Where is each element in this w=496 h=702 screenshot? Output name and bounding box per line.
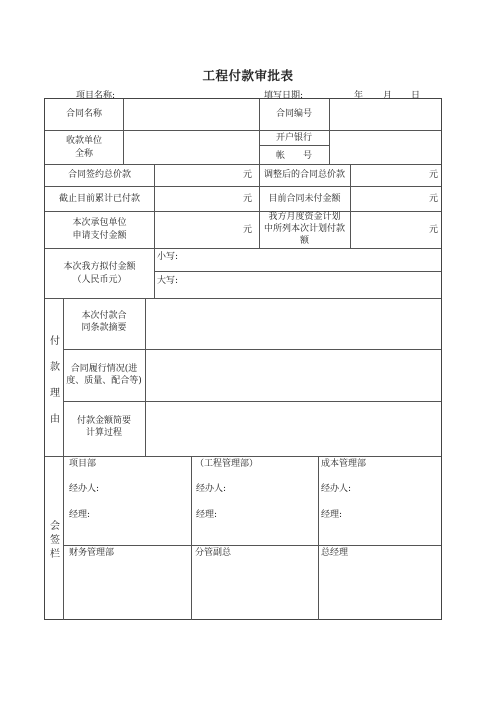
col-divider <box>329 99 330 165</box>
row-divider <box>45 211 441 212</box>
row-divider <box>63 545 441 546</box>
plan-amount-label-line2: 中所列本次计划付款 <box>263 224 345 234</box>
manager-label: 经理: <box>196 510 218 520</box>
reason-side-char: 款 <box>50 362 60 373</box>
unit-label: 元 <box>429 170 439 180</box>
apply-amount-label-line1: 本次承包单位 <box>72 218 127 228</box>
unit-label: 元 <box>429 225 439 235</box>
month-label: 月 <box>383 91 393 101</box>
paid-to-date-label: 截止目前累计已付款 <box>58 194 140 204</box>
col-divider <box>123 99 124 165</box>
unit-label: 元 <box>429 194 439 204</box>
row-divider <box>63 401 441 402</box>
col-divider <box>154 248 155 299</box>
handler-label: 经办人: <box>196 484 227 494</box>
row-divider <box>154 271 441 272</box>
row-divider <box>45 130 441 131</box>
calc-label-line1: 付款金额简要 <box>76 416 131 426</box>
plan-amount-label-line1: 我方月度资金计划 <box>268 212 341 222</box>
pay-amount-label-line2: （人民币元） <box>72 275 127 285</box>
finance-dept-label: 财务管理部 <box>69 548 115 558</box>
calc-label-line2: 计算过程 <box>85 428 122 438</box>
clause-summary-label-line2: 同条款摘要 <box>81 323 127 333</box>
apply-amount-label-line2: 申请支付金额 <box>72 231 127 241</box>
sign-side-char: 签 <box>50 535 60 546</box>
fill-date-label: 填写日期: <box>264 91 304 101</box>
col-divider <box>350 164 351 249</box>
row-divider <box>63 349 441 350</box>
payee-label-line2: 全称 <box>74 149 93 159</box>
project-name-label: 项目名称: <box>76 91 116 101</box>
adjusted-total-label: 调整后的合同总价款 <box>263 170 345 180</box>
sign-side-char: 会 <box>50 521 60 532</box>
unit-label: 元 <box>243 194 253 204</box>
handler-label: 经办人: <box>321 484 352 494</box>
unpaid-label: 目前合同未付金额 <box>268 194 341 204</box>
row-divider <box>45 248 441 249</box>
col-divider <box>145 298 146 457</box>
upper-case-label: 大写: <box>157 276 179 286</box>
contract-no-label: 合同编号 <box>275 109 312 119</box>
project-dept-label: 项目部 <box>69 459 97 469</box>
manager-label: 经理: <box>69 510 91 520</box>
row-divider <box>45 456 441 457</box>
lower-case-label: 小写: <box>157 252 179 262</box>
col-divider <box>318 456 319 620</box>
approval-form-table <box>44 98 442 620</box>
row-divider <box>45 164 441 165</box>
pay-amount-label-line1: 本次我方拟付金额 <box>63 262 136 272</box>
plan-amount-label-line3: 额 <box>299 236 309 246</box>
signed-total-label: 合同签约总价款 <box>67 170 131 180</box>
eng-dept-label: （工程管理部） <box>195 459 259 469</box>
unit-label: 元 <box>243 170 253 180</box>
contract-name-label: 合同名称 <box>65 109 102 119</box>
row-divider <box>259 145 329 146</box>
handler-label: 经办人: <box>69 484 100 494</box>
row-divider <box>45 186 441 187</box>
sign-side-char: 栏 <box>50 549 60 560</box>
reason-side-char: 由 <box>50 414 60 425</box>
gm-label: 总经理 <box>321 548 349 558</box>
bank-label: 开户银行 <box>275 133 312 143</box>
year-label: 年 <box>354 91 364 101</box>
performance-label-line1: 合同履行情况(进 <box>70 364 138 374</box>
cost-dept-label: 成本管理部 <box>321 459 367 469</box>
day-label: 日 <box>411 91 421 101</box>
vp-label: 分管副总 <box>195 548 232 558</box>
col-divider <box>191 456 192 620</box>
unit-label: 元 <box>243 225 253 235</box>
row-divider <box>45 298 441 299</box>
form-title: 工程付款审批表 <box>202 68 294 83</box>
reason-side-char: 理 <box>50 388 60 399</box>
clause-summary-label-line1: 本次付款合 <box>81 311 127 321</box>
performance-label-line2: 度、质量、配合等) <box>66 376 142 386</box>
payee-label-line1: 收款单位 <box>65 136 102 146</box>
account-label: 帐 号 <box>275 151 312 161</box>
reason-side-char: 付 <box>50 336 60 347</box>
col-divider <box>154 164 155 249</box>
manager-label: 经理: <box>321 510 343 520</box>
